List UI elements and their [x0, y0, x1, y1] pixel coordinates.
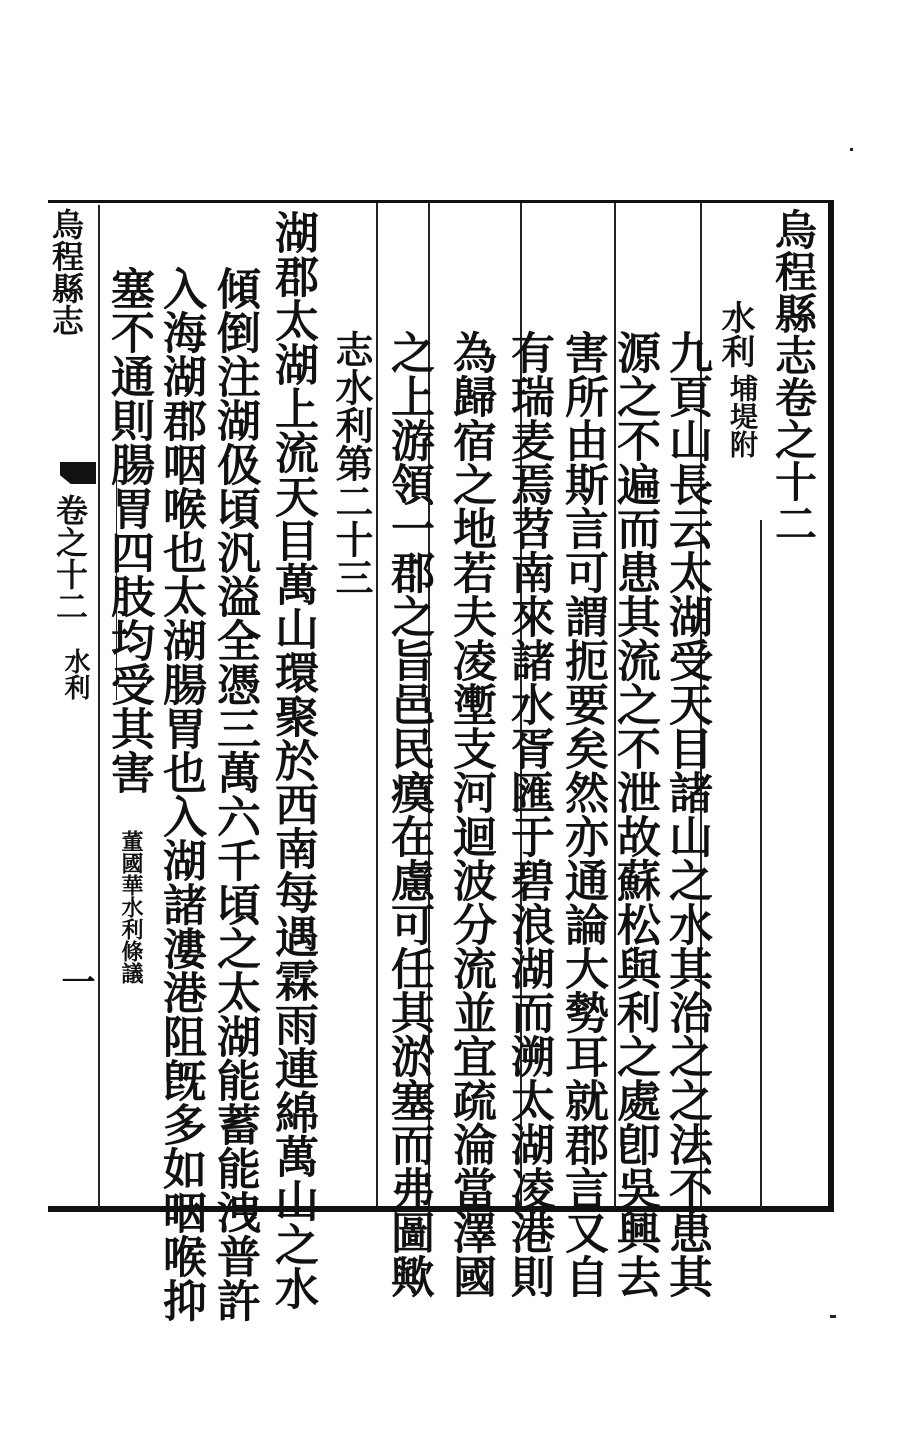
- column-rule: [760, 520, 762, 1208]
- text-column: 九頁山長云太湖受天目諸山之水其治之之法不患其: [661, 330, 712, 1298]
- margin-section: 水利: [60, 648, 90, 700]
- text-column: 為歸宿之地若夫凌壍支河迴波分流並宜疏淪當澤國: [445, 330, 496, 1298]
- margin-title: 烏程縣志: [47, 208, 85, 336]
- text-column: 傾倒注湖伋頃汎溢全憑三萬六千頃之太湖能蓄能洩普許: [209, 266, 260, 1322]
- paper-speck: [850, 148, 853, 151]
- citation-note: 董國華水利條議: [118, 830, 144, 984]
- text-column: 害所由斯言可謂扼要矣然亦通論大勢耳就郡言又自: [557, 330, 608, 1298]
- column-rule: [376, 203, 378, 1206]
- text-column: 湖郡太湖上流天目萬山環聚於西南每遇霖雨連綿萬山之水: [267, 210, 318, 1310]
- text-column: 源之不遍而患其流之不泄故蘇松與利之處卽吳興去: [609, 330, 660, 1298]
- paper-speck: [830, 1315, 836, 1318]
- text-column: 塞不通則腸胃四肢均受其害: [103, 266, 154, 794]
- volume-title: 烏程縣志卷之十二: [769, 208, 818, 544]
- text-column: 之上游領一郡之旨邑民瘼在慮可任其淤塞而弗圖歟: [383, 330, 434, 1298]
- text-column: 入海湖郡咽喉也太湖腸胃也入湖諸漊港阻旣多如咽喉抑: [155, 266, 206, 1322]
- margin-page-number: 一: [55, 964, 95, 998]
- margin-volume: 卷之十二: [51, 494, 89, 622]
- section-heading: 水利: [715, 300, 755, 368]
- text-column: 有瑞麦焉苕南來諸水胥匯于碧浪湖而溯太湖凌港則: [503, 330, 554, 1298]
- margin-rule: [98, 205, 100, 1208]
- section-note: 埔堤附: [726, 374, 759, 458]
- chapter-heading: 志水利第二十三: [329, 330, 374, 596]
